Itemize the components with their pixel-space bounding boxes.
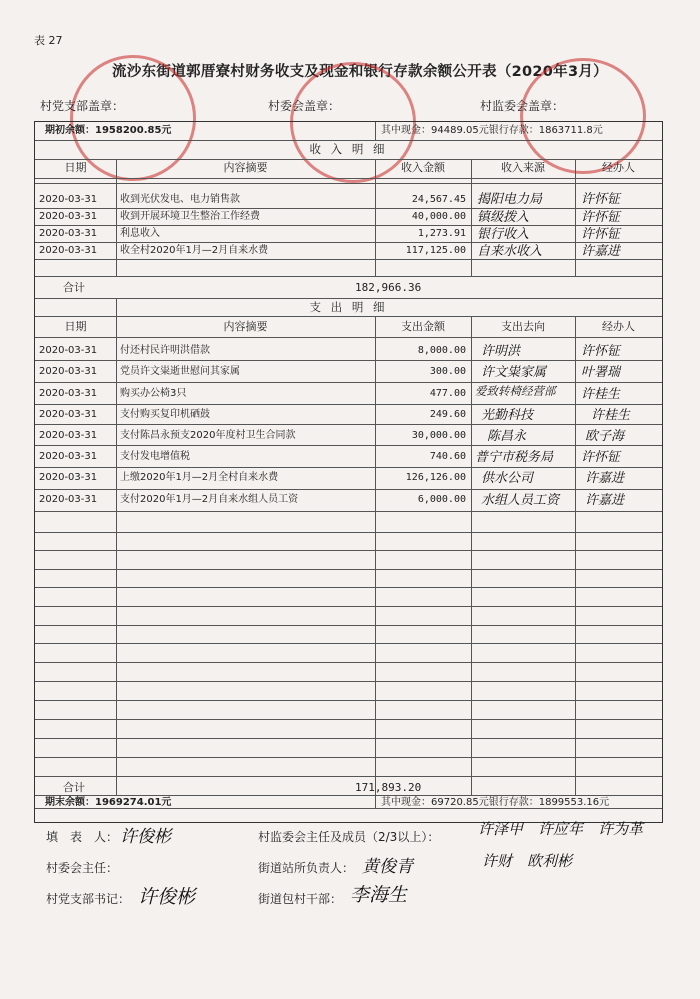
expense-amount: 300.00 — [429, 366, 466, 377]
committee-seal-label: 村委会盖章： — [268, 99, 341, 113]
expense-handler: 许怀钲 — [581, 450, 621, 465]
income-source: 自来水收入 — [477, 244, 543, 259]
expense-desc: 购买办公椅3只 — [120, 388, 187, 399]
filler-signature: 许俊彬 — [120, 827, 171, 847]
income-handler: 许怀钲 — [581, 192, 621, 207]
income-header-date: 日期 — [64, 161, 87, 174]
expense-dest: 光勤科技 — [481, 408, 534, 423]
income-source: 镇级拨入 — [477, 210, 530, 225]
expense-date: 2020-03-31 — [39, 451, 98, 462]
expense-handler: 许怀钲 — [581, 344, 621, 359]
expense-dest: 许文粜家属 — [481, 365, 547, 380]
expense-handler: 许嘉进 — [585, 493, 625, 508]
expense-header-dest: 支出去向 — [501, 320, 545, 333]
expense-date: 2020-03-31 — [39, 494, 98, 505]
filler-label: 填 表 人： — [46, 830, 119, 844]
opening-balance: 期初余额：1958200.85元 — [45, 125, 172, 136]
supervision-seal-label: 村监委会盖章： — [480, 99, 565, 113]
income-date: 2020-03-31 — [39, 211, 98, 222]
street-cadre-signature: 李海生 — [350, 884, 408, 906]
expense-date: 2020-03-31 — [39, 430, 98, 441]
expense-desc: 上缴2020年1月—2月全村自来水费 — [120, 472, 279, 483]
income-total: 182,966.36 — [355, 281, 422, 294]
party-secretary-label: 村党支部书记： — [46, 892, 131, 906]
expense-handler: 许桂生 — [581, 387, 621, 402]
expense-handler: 许嘉进 — [585, 471, 625, 486]
income-source: 揭阳电力局 — [477, 192, 543, 207]
party-secretary-signature: 许俊彬 — [138, 886, 196, 908]
sheet-label: 表 27 — [34, 34, 63, 47]
income-amount: 117,125.00 — [405, 245, 466, 256]
expense-dest: 普宁市税务局 — [475, 450, 554, 465]
income-date: 2020-03-31 — [39, 228, 98, 239]
street-cadre-label: 街道包村干部： — [258, 892, 343, 906]
expense-desc: 支付购买复印机硒鼓 — [120, 409, 210, 420]
expense-amount: 477.00 — [429, 388, 466, 399]
expense-desc: 支付2020年1月—2月自来水组人员工资 — [120, 494, 299, 505]
expense-dest: 陈昌永 — [487, 429, 527, 444]
income-amount: 24,567.45 — [411, 194, 466, 205]
income-section-title: 收 入 明 细 — [309, 142, 388, 156]
expense-date: 2020-03-31 — [39, 345, 98, 356]
station-head-signature: 黄俊青 — [362, 857, 413, 877]
expense-total: 171,893.20 — [355, 781, 422, 794]
income-desc: 收全村2020年1月—2月自来水费 — [120, 245, 269, 256]
income-desc: 利息收入 — [120, 228, 160, 239]
expense-date: 2020-03-31 — [39, 409, 98, 420]
expense-handler: 许桂生 — [591, 408, 631, 423]
expense-section-title: 支 出 明 细 — [309, 300, 388, 314]
station-head-label: 街道站所负责人： — [258, 861, 355, 875]
income-handler: 许怀钲 — [581, 227, 621, 242]
expense-date: 2020-03-31 — [39, 366, 98, 377]
closing-balance: 期末余额：1969274.01元 — [45, 797, 172, 808]
expense-handler: 欧子海 — [585, 429, 625, 444]
income-date: 2020-03-31 — [39, 194, 98, 205]
expense-dest: 许明洪 — [481, 344, 521, 359]
page-title: 流沙东街道郭厝寮村财务收支及现金和银行存款余额公开表（2020年3月） — [112, 64, 608, 80]
supervision-label: 村监委会主任及成员（2/3以上）： — [258, 830, 440, 844]
income-handler: 许嘉进 — [581, 244, 621, 259]
income-amount: 40,000.00 — [411, 211, 466, 222]
supervision-signatures-2: 许财 欧利彬 — [482, 852, 573, 870]
expense-handler: 叶署瑞 — [581, 365, 621, 380]
expense-amount: 249.60 — [429, 409, 466, 420]
ledger-table — [34, 121, 663, 823]
expense-dest: 供水公司 — [481, 471, 534, 486]
income-amount: 1,273.91 — [417, 228, 466, 239]
income-total-label: 合计 — [63, 281, 85, 294]
expense-desc: 党员许文粜逝世慰问其家属 — [120, 366, 240, 377]
expense-desc: 支付发电增值税 — [120, 451, 190, 462]
expense-dest: 水组人员工资 — [481, 493, 560, 508]
supervision-signatures-1: 许泽甲 许应年 许为革 — [478, 820, 644, 838]
expense-header-date: 日期 — [64, 320, 87, 333]
expense-amount: 126,126.00 — [405, 472, 466, 483]
income-desc: 收到光伏发电、电力销售款 — [120, 194, 240, 205]
expense-amount: 740.60 — [429, 451, 466, 462]
income-header-amount: 收入金额 — [401, 161, 445, 174]
closing-balance-detail: 其中现金：69720.85元银行存款：1899553.16元 — [381, 797, 610, 808]
expense-date: 2020-03-31 — [39, 388, 98, 399]
income-source: 银行收入 — [477, 227, 530, 242]
expense-header-amount: 支出金额 — [401, 320, 445, 333]
expense-desc: 支付陈昌永预支2020年度村卫生合同款 — [120, 430, 296, 441]
income-handler: 许怀钲 — [581, 210, 621, 225]
expense-desc: 付还村民许明洪借款 — [120, 345, 210, 356]
expense-date: 2020-03-31 — [39, 472, 98, 483]
expense-amount: 30,000.00 — [411, 430, 466, 441]
expense-header-handler: 经办人 — [602, 320, 635, 333]
expense-dest: 爱致转椅经营部 — [475, 384, 556, 398]
income-header-source: 收入来源 — [501, 161, 545, 174]
opening-balance-detail: 其中现金：94489.05元银行存款：1863711.8元 — [381, 125, 603, 136]
income-desc: 收到开展环境卫生整治工作经费 — [120, 211, 260, 222]
expense-header-desc: 内容摘要 — [223, 320, 268, 333]
expense-total-label: 合计 — [63, 781, 85, 794]
income-header-handler: 经办人 — [602, 161, 635, 174]
committee-head-label: 村委会主任： — [46, 861, 119, 875]
income-header-desc: 内容摘要 — [223, 161, 268, 174]
expense-amount: 6,000.00 — [417, 494, 466, 505]
expense-amount: 8,000.00 — [417, 345, 466, 356]
party-seal-label: 村党支部盖章： — [40, 99, 125, 113]
income-date: 2020-03-31 — [39, 245, 98, 256]
